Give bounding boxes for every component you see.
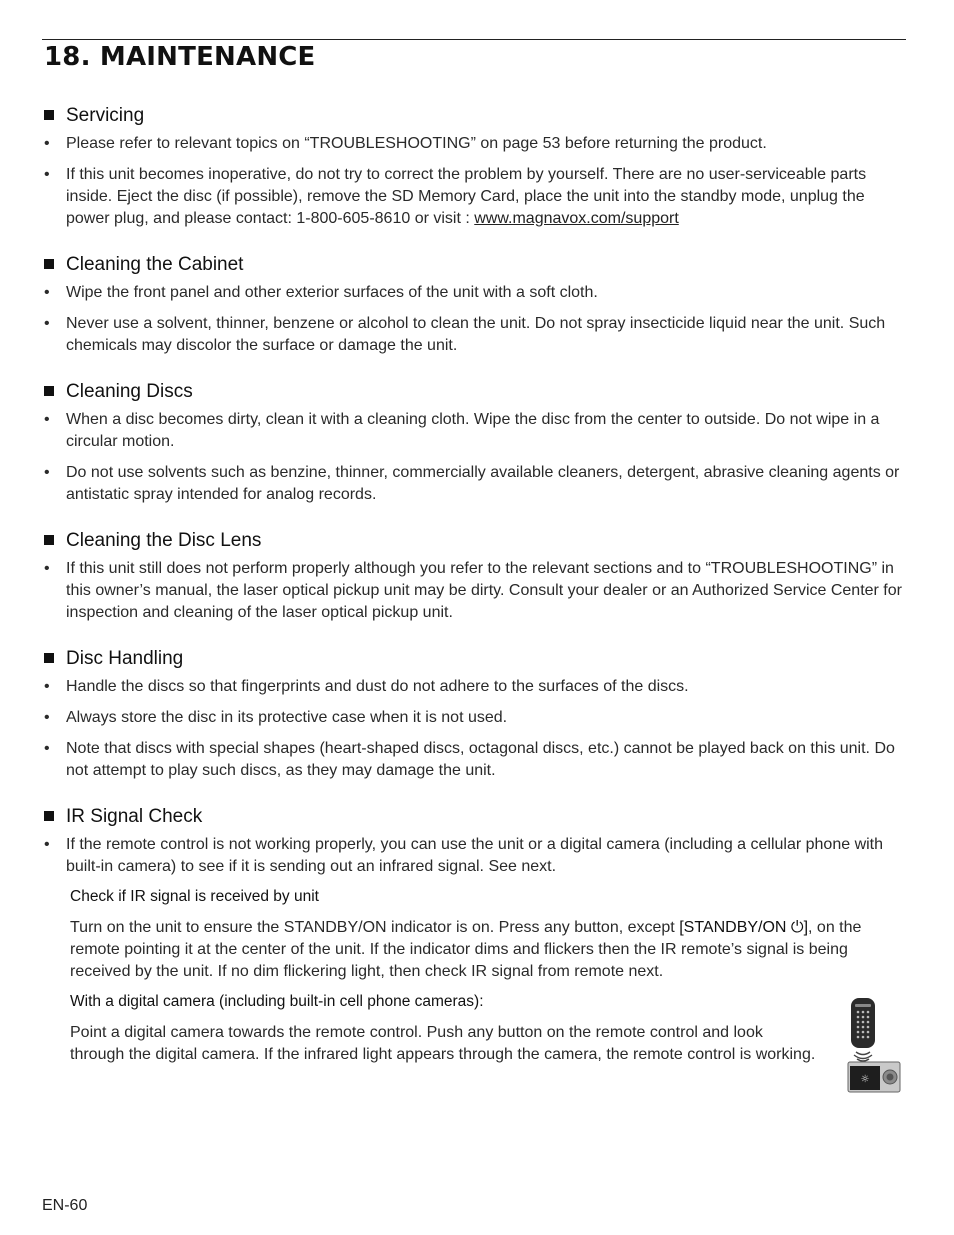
- standby-on-button-label: [STANDBY/ON ⏻]: [679, 919, 809, 936]
- bullet-dot-icon: •: [44, 166, 50, 183]
- list-item: • If this unit still does not perform properly although you refer to the relevant sections and to “TROUBLESHOOTING” in this owner’s manual, the laser optical pickup unit may be dirty. Consult your dealer or an Authorized Service Center for inspection and cleaning of the laser optical pickup unit.: [44, 560, 902, 621]
- list-item: • Always store the disc in its protective case when it is not used.: [44, 707, 908, 729]
- section-heading-cleaning-discs: Cleaning Discs: [44, 380, 193, 404]
- bullet-dot-icon: •: [44, 135, 50, 152]
- list-item: • Never use a solvent, thinner, benzene or alcohol to clean the unit. Do not spray insecticide liquid near the unit. Such chemicals may discolor the surface or damage the unit.: [44, 315, 886, 354]
- bullet-dot-icon: •: [44, 560, 50, 577]
- square-bullet-icon: [44, 653, 54, 663]
- list-item: • Handle the discs so that fingerprints and dust do not adhere to the surfaces of the discs.: [44, 676, 908, 698]
- digital-camera-icon: [848, 1062, 900, 1092]
- bullet-dot-icon: •: [44, 836, 50, 853]
- bullet-dot-icon: •: [44, 678, 50, 695]
- remote-control-icon: [851, 998, 875, 1048]
- bullet-dot-icon: •: [44, 740, 50, 757]
- bullet-dot-icon: •: [44, 411, 50, 428]
- section-heading-servicing: Servicing: [44, 104, 144, 128]
- support-link[interactable]: www.magnavox.com/support: [474, 210, 679, 227]
- square-bullet-icon: [44, 386, 54, 396]
- bullet-dot-icon: •: [44, 464, 50, 481]
- section-heading-cleaning-cabinet: Cleaning the Cabinet: [44, 253, 243, 277]
- page-number: EN-60: [42, 1197, 88, 1214]
- ir-camera-paragraph: Point a digital camera towards the remote control. Push any button on the remote control and look through the digital camera. If the infrared light appears through the camera, the remote control is working.: [70, 1024, 816, 1063]
- bullet-dot-icon: •: [44, 284, 50, 301]
- svg-text:☼: ☼: [860, 1074, 870, 1085]
- list-item: • Note that discs with special shapes (heart-shaped discs, octagonal discs, etc.) cannot be played back on this unit. Do not attempt to play such discs, as they may damage the unit.: [44, 740, 895, 779]
- square-bullet-icon: [44, 259, 54, 269]
- page-title: 18. MAINTENANCE: [44, 42, 316, 72]
- list-item: • Please refer to relevant topics on “TROUBLESHOOTING” on page 53 before returning the product.: [44, 133, 908, 155]
- ir-camera-subheading: With a digital camera (including built-in cell phone cameras):: [70, 993, 484, 1010]
- square-bullet-icon: [44, 535, 54, 545]
- section-heading-cleaning-disc-lens: Cleaning the Disc Lens: [44, 529, 261, 553]
- ir-unit-paragraph: Turn on the unit to ensure the STANDBY/ON indicator is on. Press any button, except [STANDBY/ON ⏻], on the remote pointing it at the center of the unit. If the indicator dims and flickers then the IR remote’s signal is being received by the unit. If no dim flickering light, then check IR signal from remote next.: [70, 919, 862, 980]
- bullet-dot-icon: •: [44, 315, 50, 332]
- bullet-dot-icon: •: [44, 709, 50, 726]
- list-item: • Do not use solvents such as benzine, thinner, commercially available cleaners, detergent, abrasive cleaning agents or antistatic spray intended for analog records.: [44, 464, 900, 503]
- remote-camera-illustration: [844, 996, 904, 1096]
- square-bullet-icon: [44, 110, 54, 120]
- square-bullet-icon: [44, 811, 54, 821]
- list-item: • When a disc becomes dirty, clean it with a cleaning cloth. Wipe the disc from the center to outside. Do not wipe in a circular motion.: [44, 411, 880, 450]
- ir-unit-subheading: Check if IR signal is received by unit: [70, 888, 319, 905]
- infrared-signal-icon: [854, 1052, 872, 1061]
- section-heading-ir-signal-check: IR Signal Check: [44, 805, 202, 829]
- section-heading-disc-handling: Disc Handling: [44, 647, 183, 671]
- list-item: • If this unit becomes inoperative, do not try to correct the problem by yourself. There are no user-serviceable parts inside. Eject the disc (if possible), remove the SD Memory Card, place the unit into the standby mode, unplug the power plug, and please contact: 1-800-605-8610 or visit : www.magnavox.com/support: [44, 166, 867, 227]
- list-item: • If the remote control is not working properly, you can use the unit or a digital camera (including a cellular phone with built-in camera) to see if it is sending out an infrared signal. See next.: [44, 836, 884, 875]
- list-item: • Wipe the front panel and other exterior surfaces of the unit with a soft cloth.: [44, 282, 908, 304]
